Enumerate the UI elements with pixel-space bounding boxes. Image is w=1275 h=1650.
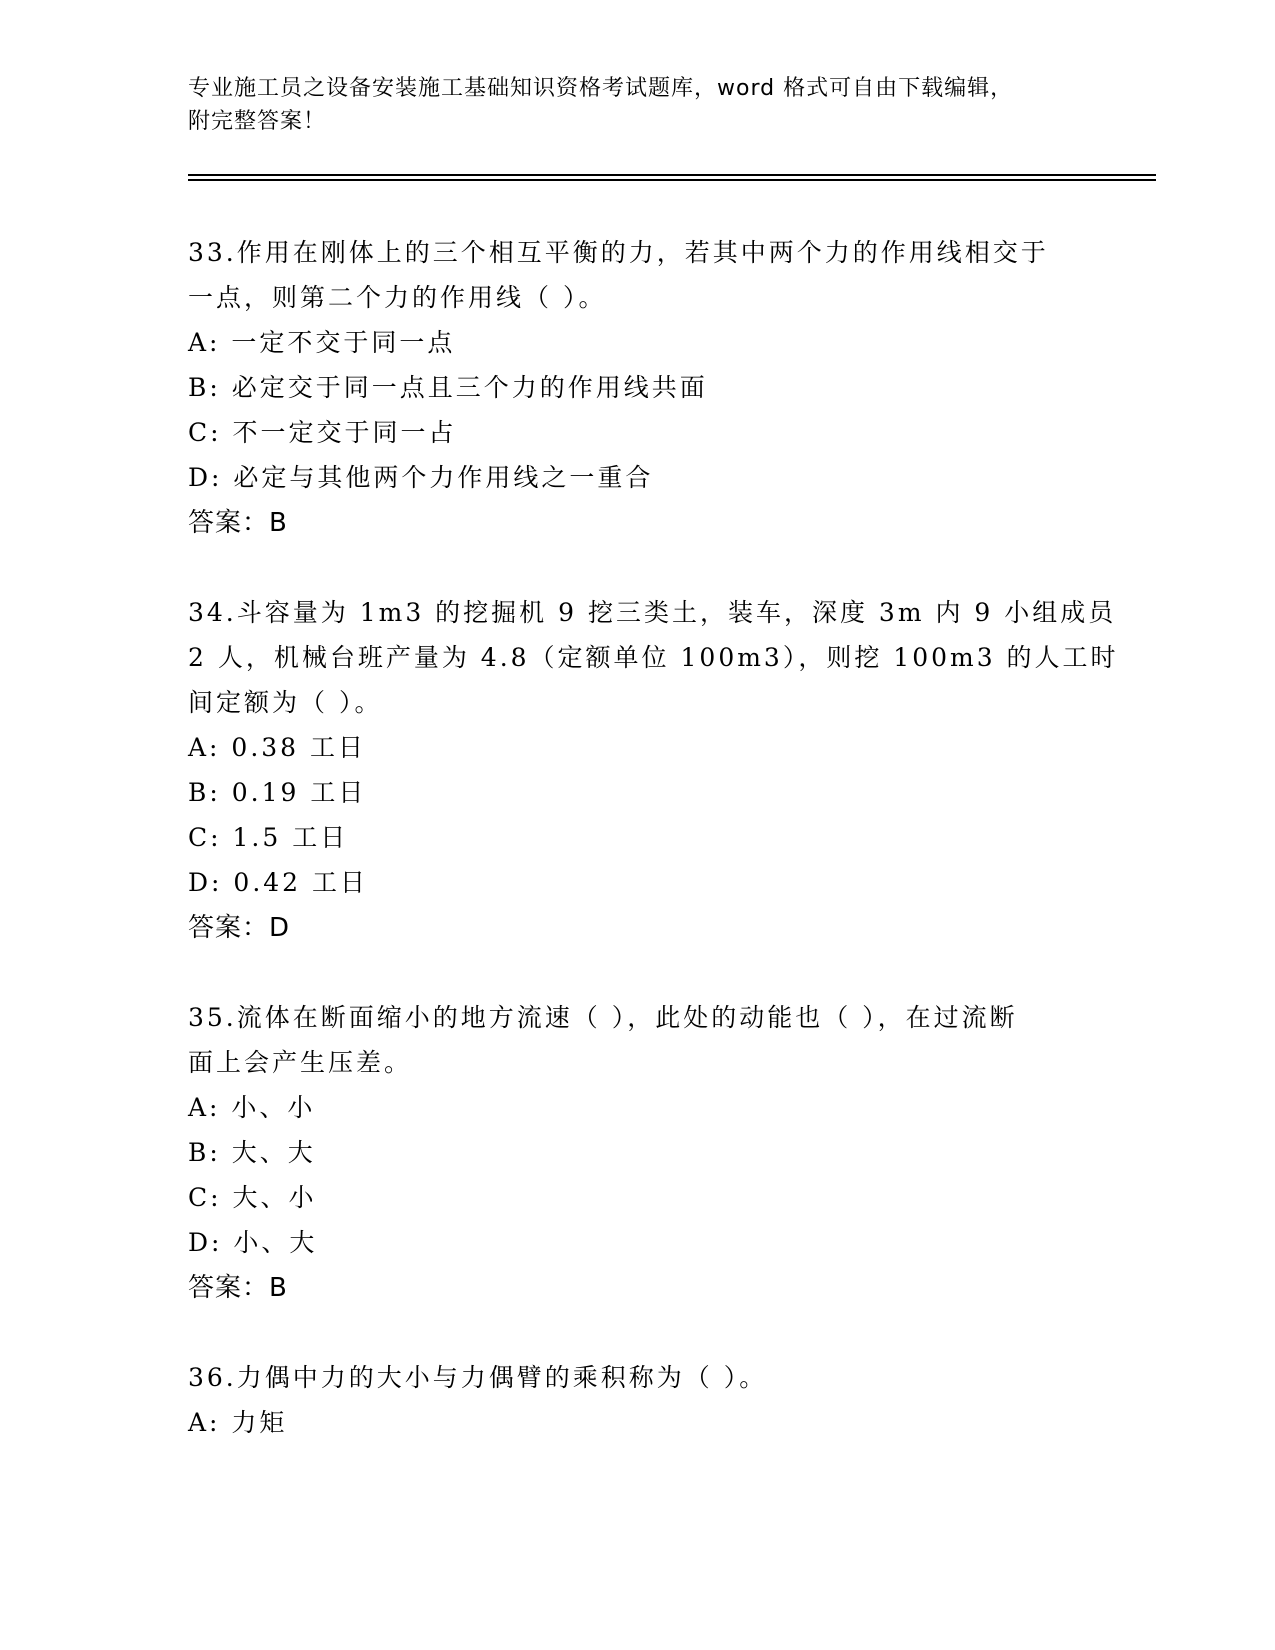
question-35-option-a: A: 小、小: [188, 1093, 316, 1122]
question-35-option-b: B: 大、大: [188, 1138, 316, 1167]
document-header: [188, 72, 1088, 138]
header-title-line-1: 专业施工员之设备安装施工基础知识资格考试题库，word 格式可自由下载编辑，: [188, 76, 1014, 101]
question-33-option-b: B: 必定交于同一点且三个力的作用线共面: [188, 373, 708, 402]
header-divider-top: [188, 174, 1156, 176]
question-34-stem-line-2: 2 人，机械台班产量为 4.8（定额单位 100m3），则挖 100m3 的人工时: [188, 643, 1119, 672]
question-34-option-d: D: 0.42 工日: [188, 868, 369, 897]
question-34-option-a: A: 0.38 工日: [188, 733, 367, 762]
question-35-stem-line-2: 面上会产生压差。: [188, 1048, 413, 1077]
question-33-option-a: A: 一定不交于同一点: [188, 328, 456, 357]
header-divider-bottom: [188, 179, 1156, 181]
question-35-option-d: D: 小、大: [188, 1228, 318, 1257]
header-title-line-2: 附完整答案！: [188, 109, 327, 134]
question-33-stem-line-2: 一点，则第二个力的作用线（ ）。: [188, 283, 607, 312]
question-34-option-c: C: 1.5 工日: [188, 823, 349, 852]
question-33-stem-line-1: 33.作用在刚体上的三个相互平衡的力，若其中两个力的作用线相交于: [188, 238, 1049, 267]
question-34-stem-line-3: 间定额为（ ）。: [188, 688, 383, 717]
question-34-stem-line-1: 34.斗容量为 1m3 的挖掘机 9 挖三类土，装车，深度 3m 内 9 小组成员: [188, 598, 1117, 627]
question-34-option-b: B: 0.19 工日: [188, 778, 367, 807]
question-33-option-d: D: 必定与其他两个力作用线之一重合: [188, 463, 654, 492]
question-35-option-c: C: 大、小: [188, 1183, 317, 1212]
question-33-option-c: C: 不一定交于同一占: [188, 418, 457, 447]
question-34-answer: 答案：D: [188, 913, 291, 943]
question-36-option-a: A: 力矩: [188, 1408, 288, 1437]
question-33-answer: 答案：B: [188, 508, 288, 538]
question-35-answer: 答案：B: [188, 1273, 288, 1303]
question-36-stem-line-1: 36.力偶中力的大小与力偶臂的乘积称为（ ）。: [188, 1363, 768, 1392]
question-35-stem-line-1: 35.流体在断面缩小的地方流速（ ），此处的动能也（ ），在过流断: [188, 1003, 1018, 1032]
